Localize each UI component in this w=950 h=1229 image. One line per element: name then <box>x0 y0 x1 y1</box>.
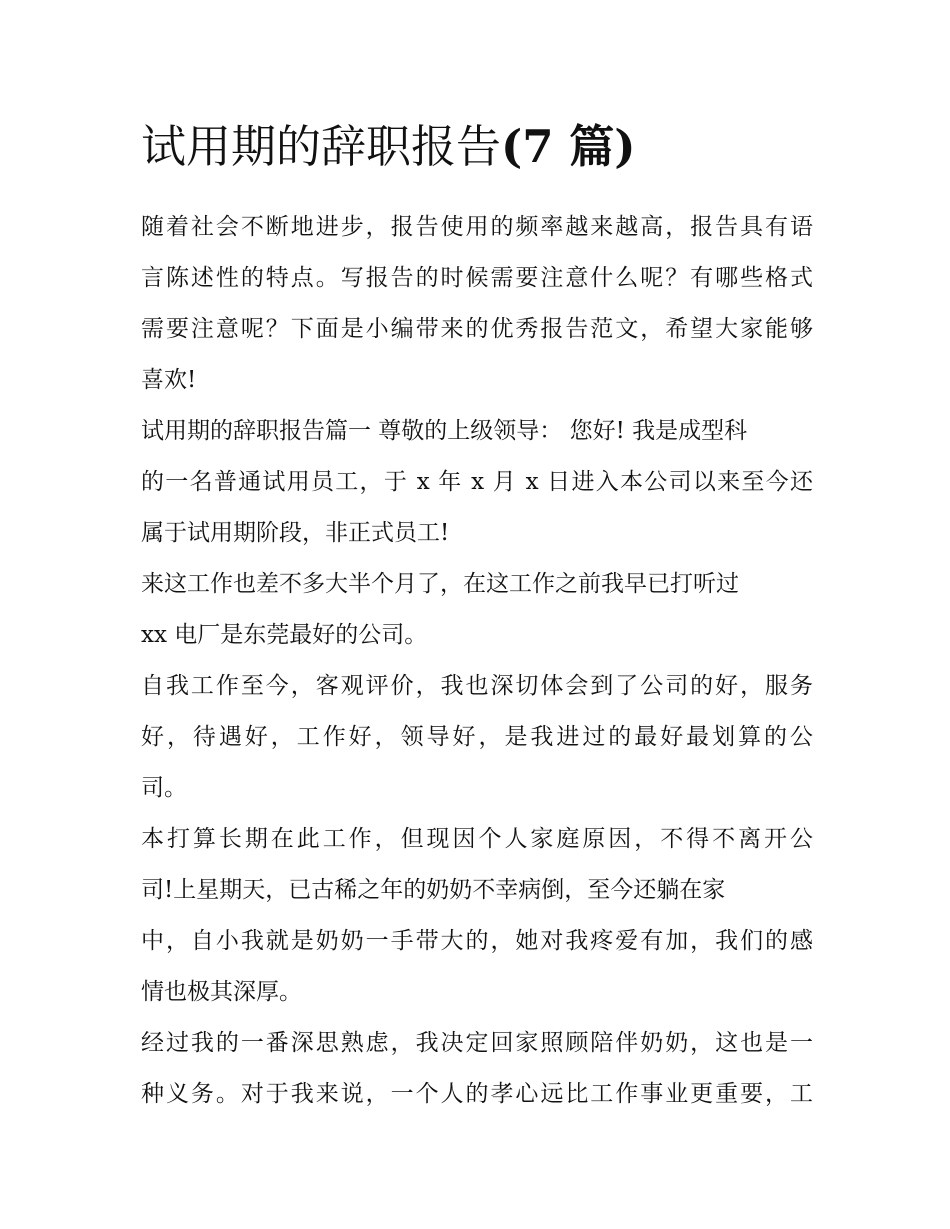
text-line: 随着社会不断地进步，报告使用的频率越来越高，报告具有语 <box>141 214 813 240</box>
paragraph-greeting <box>141 406 813 559</box>
text-line: 本打算长期在此工作，但现因个人家庭原因，不得不离开公 <box>141 826 813 852</box>
title-count: (7 篇) <box>501 120 636 173</box>
document-title <box>141 112 813 182</box>
text-line: 自我工作至今，客观评价，我也深切体会到了公司的好，服务 <box>141 673 813 699</box>
text-line: 种义务。对于我来说，一个人的孝心远比工作事业更重要，工 <box>141 1081 813 1107</box>
text-line: 喜欢! <box>141 367 197 393</box>
text-line: 属于试用期阶段，非正式员工! <box>141 520 450 546</box>
text-line: 司!上星期天，已古稀之年的奶奶不幸病倒，至今还躺在家 <box>141 877 726 903</box>
document-body <box>141 202 813 1120</box>
paragraph-reason <box>141 814 813 1018</box>
title-text: 试用期的辞职报告 <box>141 120 502 173</box>
text-line: 经过我的一番深思熟虑，我决定回家照顾陪伴奶奶，这也是一 <box>141 1030 813 1056</box>
text-line: 好，待遇好，工作好，领导好，是我进过的最好最划算的公 <box>141 724 813 750</box>
text-line: 情也极其深厚。 <box>141 979 302 1005</box>
text-line: 司。 <box>141 775 187 801</box>
paragraph-evaluation <box>141 661 813 814</box>
text-line: 来这工作也差不多大半个月了，在这工作之前我早已打听过 <box>141 571 739 597</box>
text-line: 言陈述性的特点。写报告的时候需要注意什么呢？有哪些格式 <box>141 265 813 291</box>
text-line: 试用期的辞职报告篇一 尊敬的上级领导： 您好! 我是成型科 <box>141 418 748 444</box>
text-line: 需要注意呢？下面是小编带来的优秀报告范文，希望大家能够 <box>141 316 813 342</box>
paragraph-background <box>141 559 813 661</box>
text-line: xx 电厂是东莞最好的公司。 <box>141 622 428 648</box>
paragraph-decision <box>141 1018 813 1120</box>
document-content <box>141 112 813 1120</box>
text-line: 中，自小我就是奶奶一手带大的，她对我疼爱有加，我们的感 <box>141 928 813 954</box>
text-line: 的一名普通试用员工，于 x 年 x 月 x 日进入本公司以来至今还 <box>141 469 813 495</box>
paragraph-intro <box>141 202 813 406</box>
